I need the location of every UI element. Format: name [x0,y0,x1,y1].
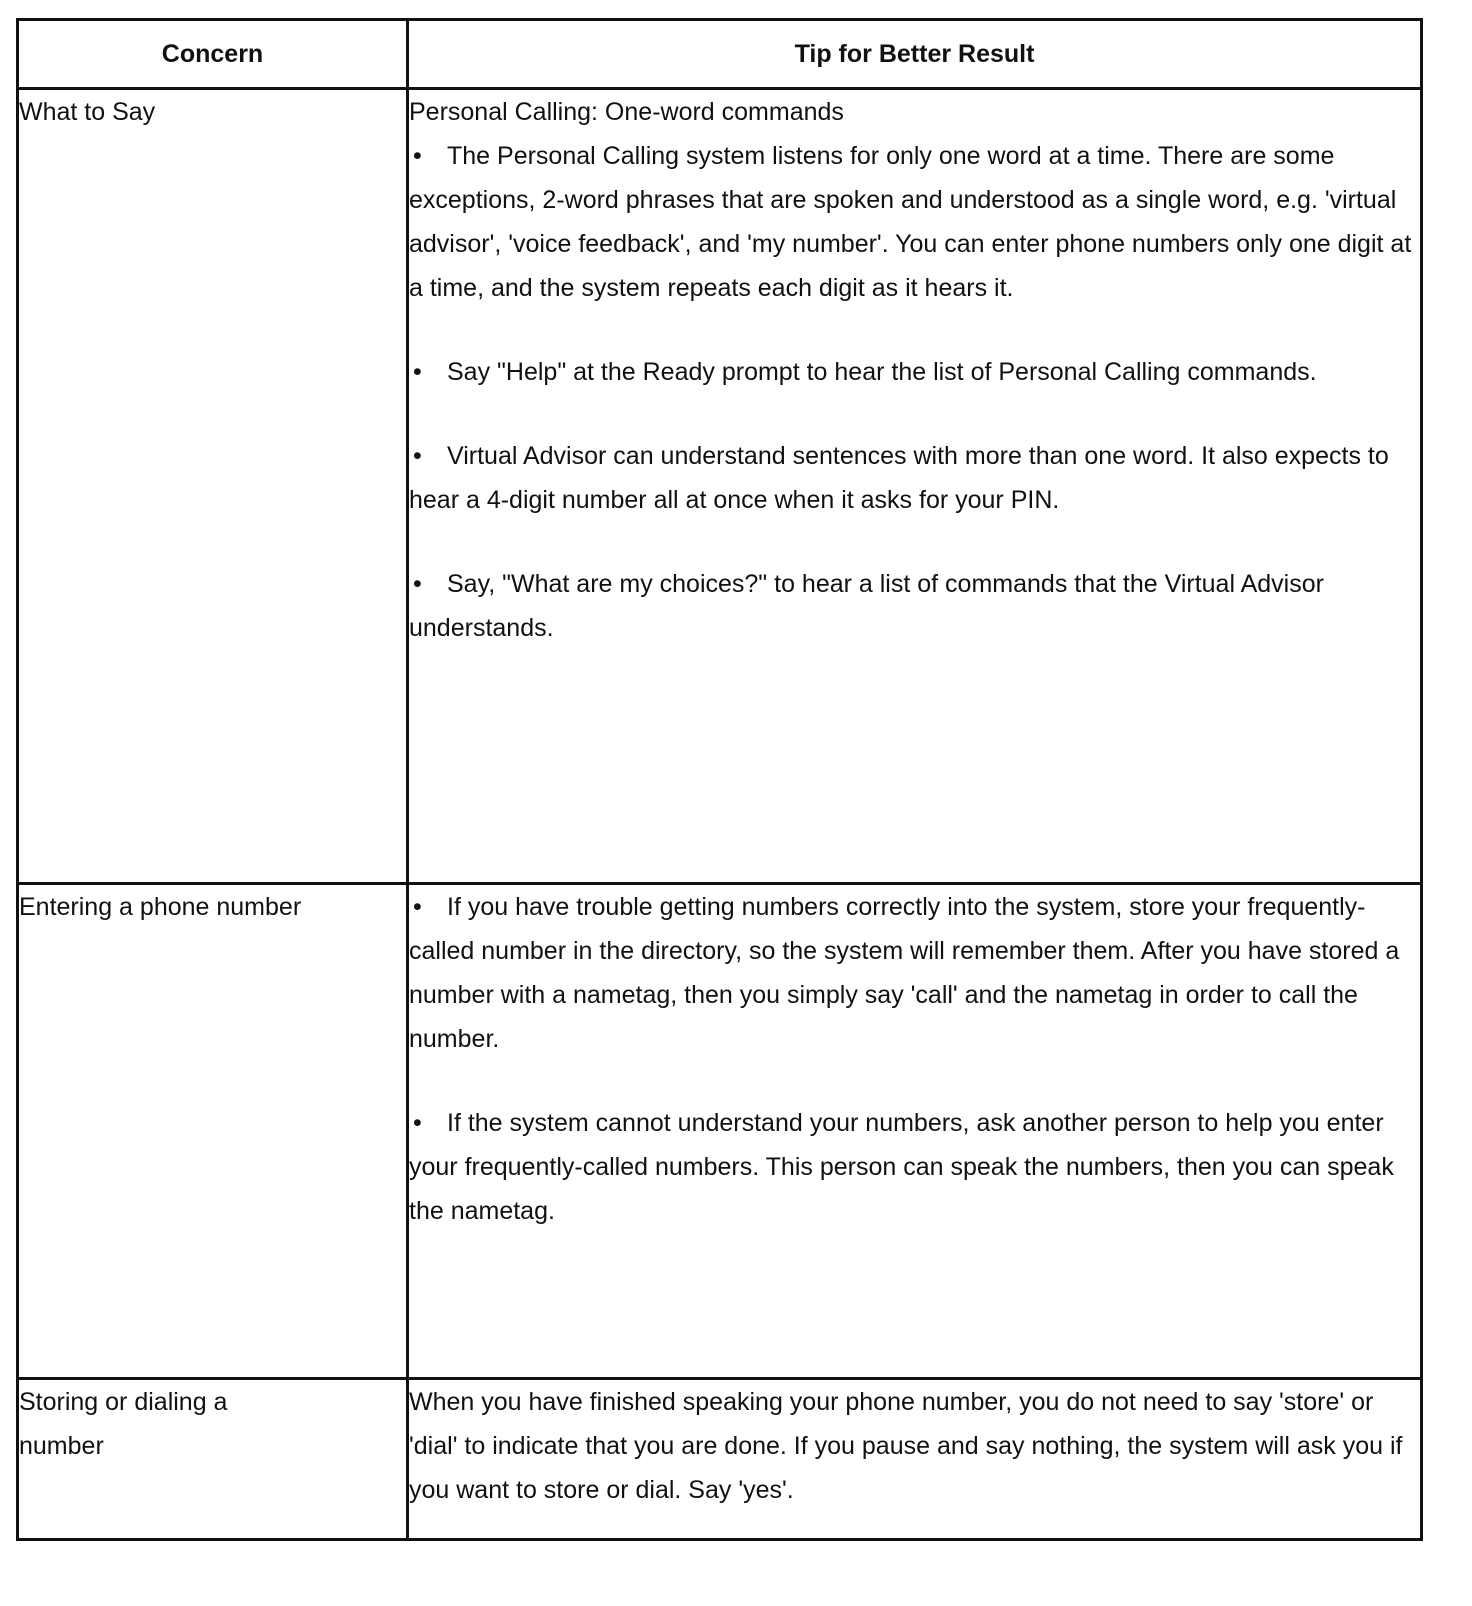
concern-text: What to Say [19,98,156,126]
concern-cell [18,89,408,884]
bullet-glyph: • [413,570,422,598]
tip-cell [408,884,1422,1379]
bullet-glyph: • [413,893,422,921]
tip-bullet [409,562,1420,650]
table-row [18,1379,1422,1540]
bullet-glyph: • [413,358,422,386]
concern-text: Storing or dialing a number [19,1388,228,1460]
bullet-glyph: • [413,142,422,170]
bullet-glyph: • [413,1109,422,1137]
concern-text: Entering a phone number [19,893,302,921]
tip-intro: Personal Calling: One-word commands [409,98,844,126]
bullet-glyph: • [413,442,422,470]
tips-table [16,18,1423,1541]
header-concern: Concern [18,20,408,89]
tip-bullet-text: Say "Help" at the Ready prompt to hear the list of Personal Calling commands. [447,358,1317,386]
header-row [18,20,1422,89]
tip-bullet-text: Say, "What are my choices?" to hear a list of commands that the Virtual Advisor understands. [409,570,1324,642]
tip-bullet-text: Virtual Advisor can understand sentences with more than one word. It also expects to hear a 4-digit number all at once when it asks for your PIN. [409,442,1389,514]
tip-bullet [409,134,1420,310]
tip-bullet-text: If the system cannot understand your numbers, ask another person to help you enter your frequently-called numbers. This person can speak the numbers, then you can speak the nametag. [409,1109,1394,1225]
tip-bullet [409,350,1420,394]
tip-bullet-text: If you have trouble getting numbers correctly into the system, store your frequently-called number in the directory, so the system will remember them. After you have stored a number with a nametag, then you simply say 'call' and the nametag in order to call the number. [409,893,1400,1053]
tip-bullet [409,1101,1420,1233]
tip-cell [408,89,1422,884]
tip-bullet [409,885,1420,1061]
concern-cell [18,1379,408,1540]
tip-cell [408,1379,1422,1540]
table-row [18,884,1422,1379]
table-row [18,89,1422,884]
tip-bullet-text: The Personal Calling system listens for only one word at a time. There are some exceptions, 2-word phrases that are spoken and understood as a single word, e.g. 'virtual advisor', 'voice feedback', and 'my number'. You can enter phone numbers only one digit at a time, and the system repeats each digit as it hears it. [409,142,1412,302]
tip-bullet [409,434,1420,522]
tip-text: When you have finished speaking your phone number, you do not need to say 'store' or 'dial' to indicate that you are done. If you pause and say nothing, the system will ask you if you want to store or dial. Say 'yes'. [409,1388,1403,1504]
concern-cell [18,884,408,1379]
header-tip: Tip for Better Result [408,20,1422,89]
